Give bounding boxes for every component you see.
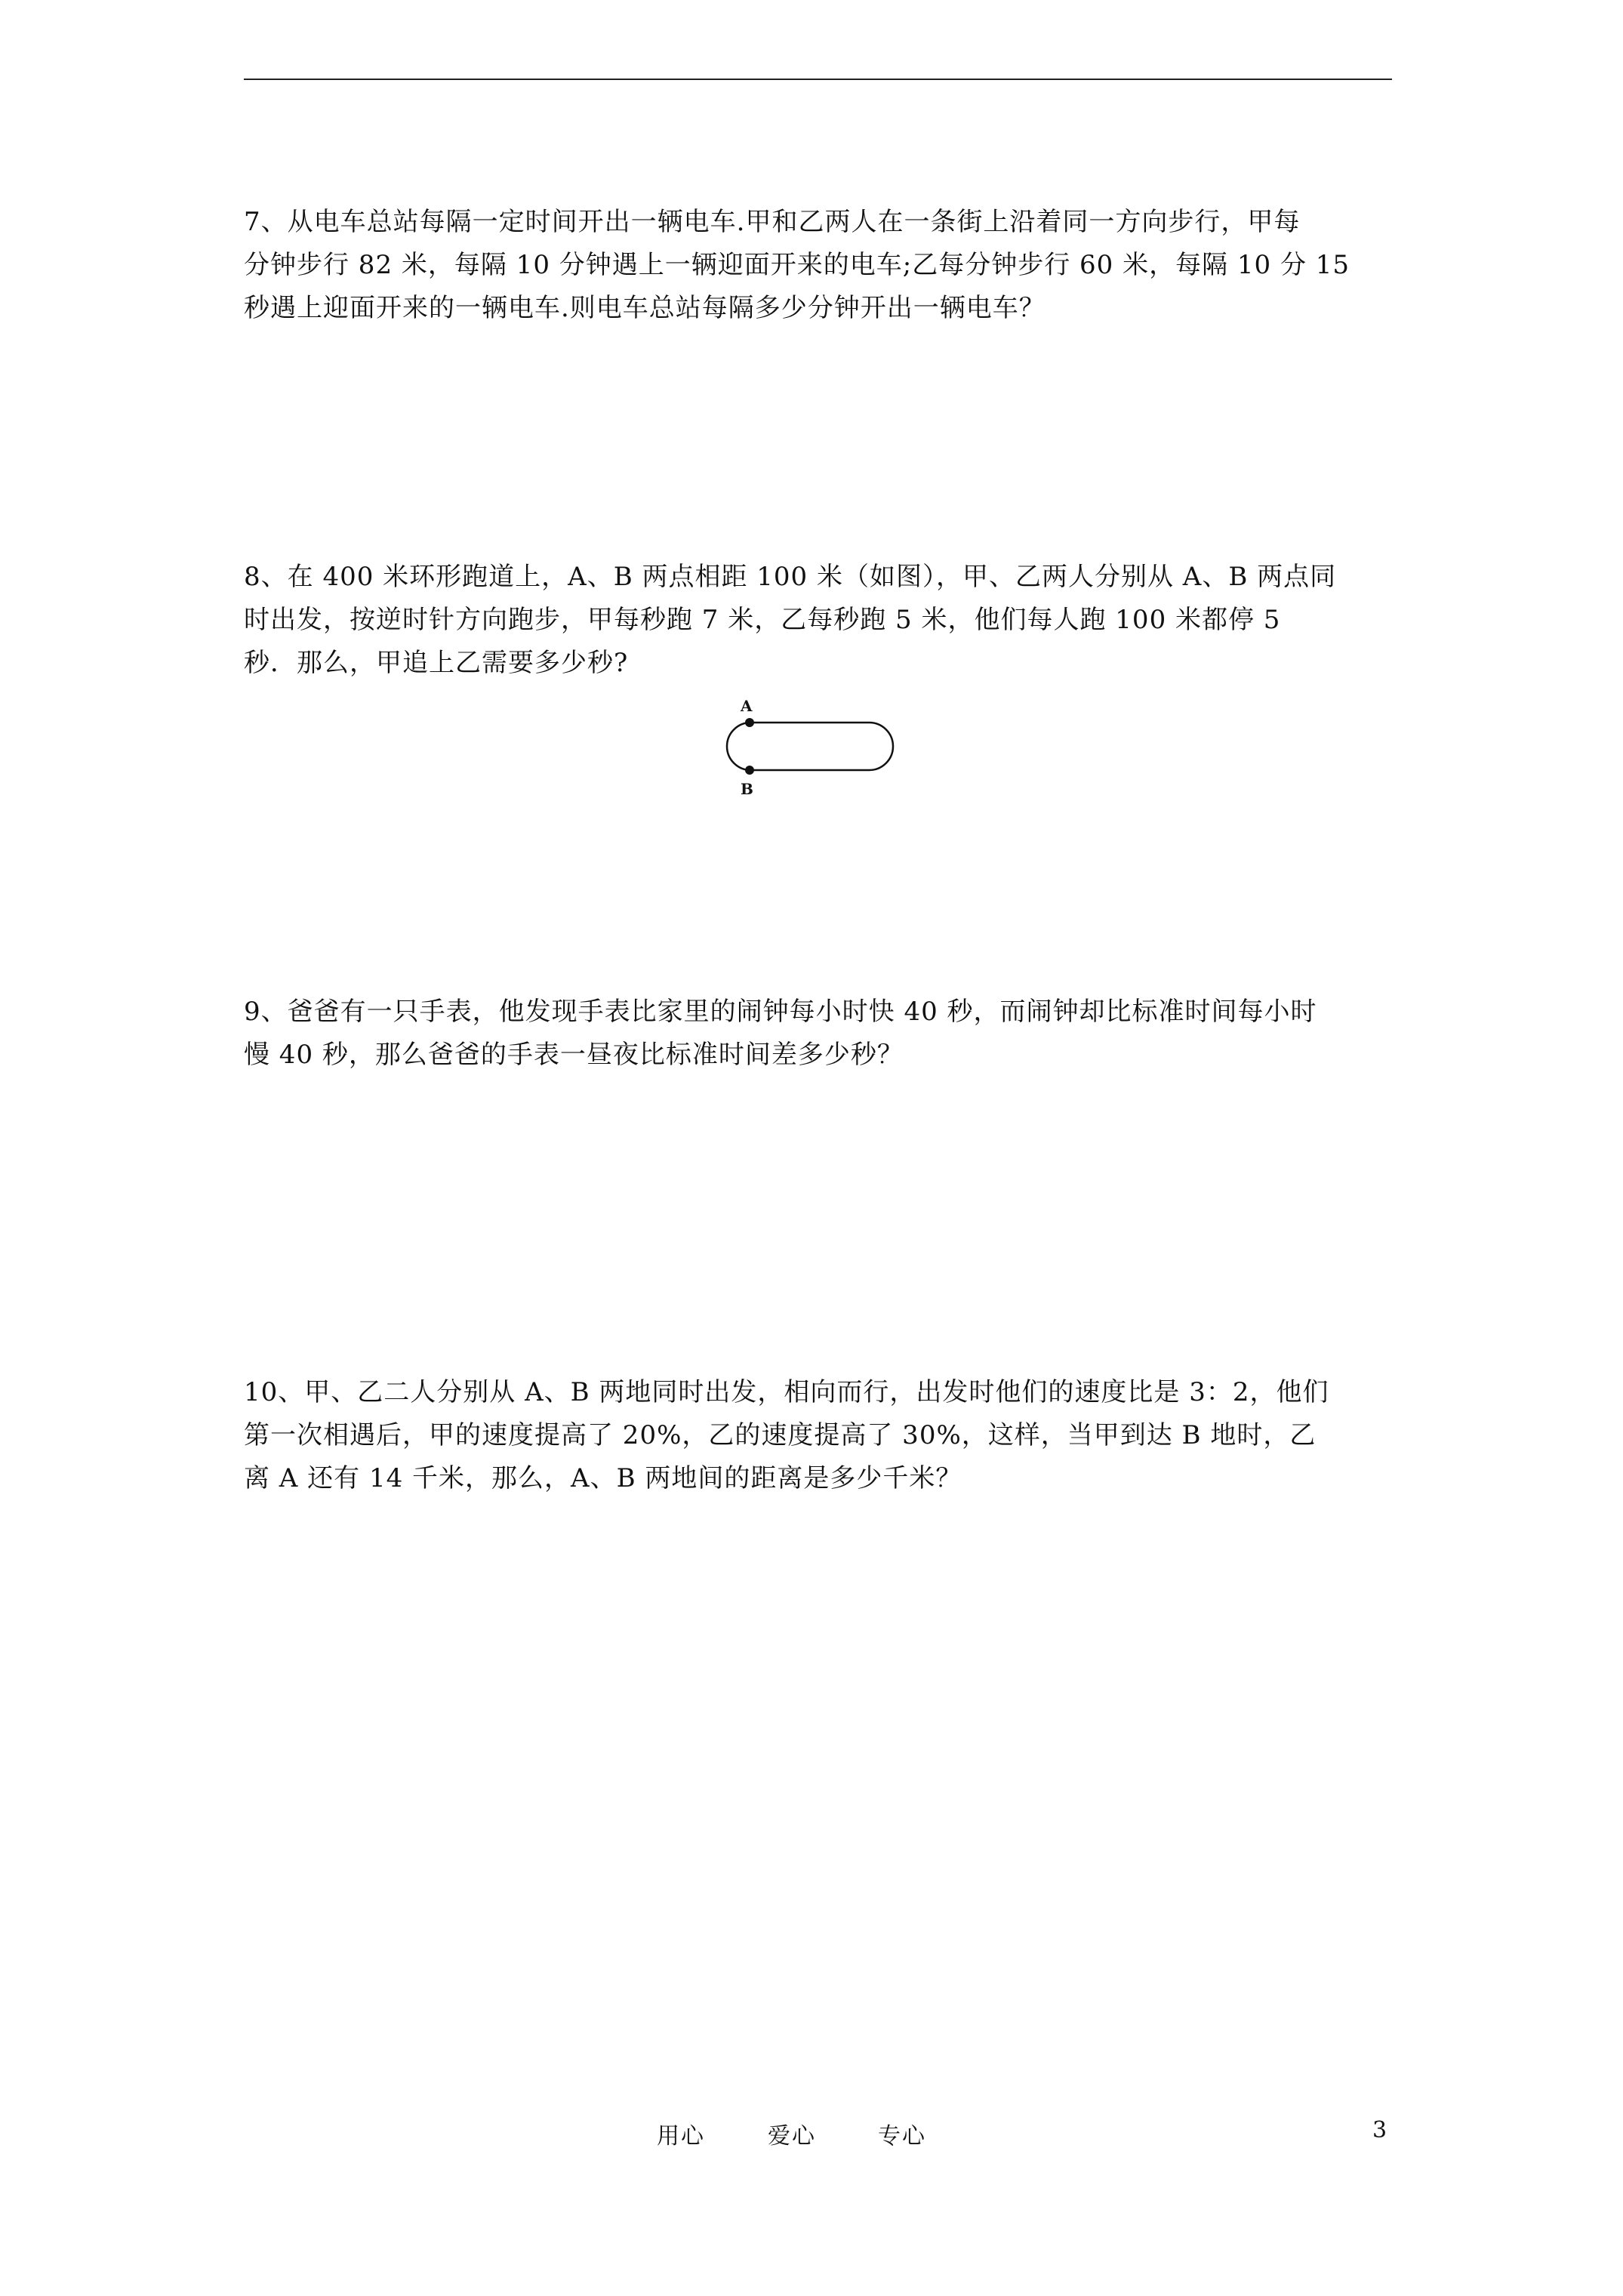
oval-track	[727, 723, 893, 770]
footer-item-aixin: 爱心	[768, 2123, 816, 2150]
track-diagram	[716, 687, 904, 800]
problem-7-line-3: 秒遇上迎面开来的一辆电车.则电车总站每隔多少分钟开出一辆电车？	[244, 293, 1046, 323]
problem-9	[244, 992, 1392, 1078]
problem-10-line-2: 第一次相遇后，甲的速度提高了 20%，乙的速度提高了 30%，这样，当甲到达 B 地时，乙	[244, 1420, 1317, 1450]
point-b-dot	[745, 766, 754, 775]
point-a-label: A	[741, 697, 753, 715]
point-b-label: B	[741, 780, 753, 798]
problem-10-line-1: 10、甲、乙二人分别从 A、B 两地同时出发，相向而行，出发时他们的速度比是 3：2，他们	[244, 1377, 1329, 1407]
problem-10	[244, 1373, 1392, 1502]
page-number: 3	[1372, 2117, 1387, 2143]
header-rule	[244, 79, 1392, 80]
problem-7	[244, 202, 1392, 331]
point-a-dot	[745, 718, 754, 727]
problem-7-line-1: 7、从电车总站每隔一定时间开出一辆电车.甲和乙两人在一条街上沿着同一方向步行，甲每	[244, 207, 1301, 237]
problem-8-line-1: 8、在 400 米环形跑道上，A、B 两点相距 100 米（如图），甲、乙两人分别从 A、B 两点同	[244, 562, 1337, 592]
footer-item-yongxin: 用心	[657, 2123, 705, 2150]
problem-8	[244, 557, 1392, 686]
problem-9-line-1: 9、爸爸有一只手表，他发现手表比家里的闹钟每小时快 40 秒，而闹钟却比标准时间每小时	[244, 997, 1317, 1027]
problem-10-line-3: 离 A 还有 14 千米，那么，A、B 两地间的距离是多少千米？	[244, 1463, 962, 1493]
problem-9-line-2: 慢 40 秒，那么爸爸的手表一昼夜比标准时间差多少秒？	[244, 1040, 904, 1070]
page-footer	[0, 2117, 1623, 2155]
footer-item-zhuanxin: 专心	[878, 2123, 926, 2150]
problem-8-line-3: 秒．那么，甲追上乙需要多少秒?	[244, 648, 629, 678]
problem-8-line-2: 时出发，按逆时针方向跑步，甲每秒跑 7 米，乙每秒跑 5 米，他们每人跑 100 米都停 5	[244, 605, 1281, 635]
track-diagram-svg	[716, 687, 904, 800]
problem-7-line-2: 分钟步行 82 米，每隔 10 分钟遇上一辆迎面开来的电车;乙每分钟步行 60 米，每隔 10 分 15	[244, 250, 1350, 280]
